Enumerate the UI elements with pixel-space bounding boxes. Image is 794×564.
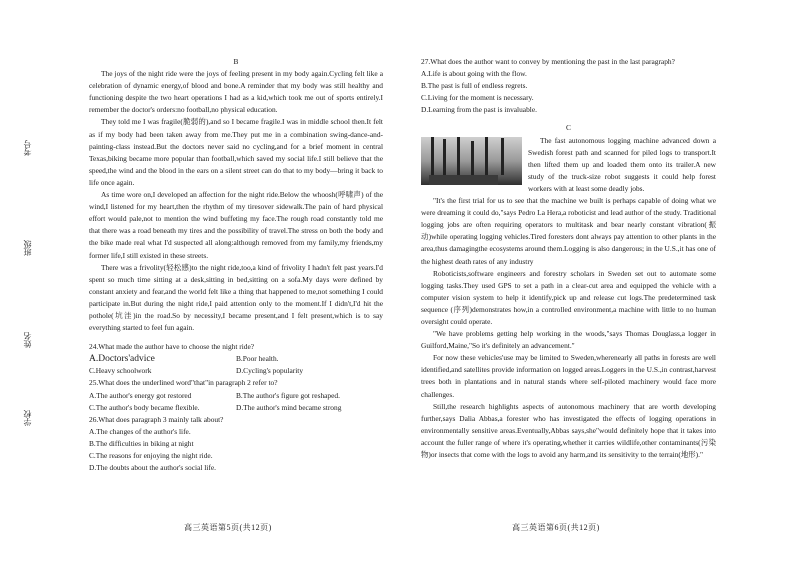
option: A.The author's energy got restored xyxy=(89,390,192,400)
passage-b-paragraph: The joys of the night ride were the joys of feeling present in my body again.Cycling felt like a celebration of dynamic energy,of blood and bone.A reminder that my body was still healthy and functioning despite the two heart operations I had as a kid,which took me out of sports entirely.I remember the doctor's orders:no football,no physical education. xyxy=(89,69,383,115)
option: B.The author's figure got reshaped. xyxy=(236,390,340,400)
option: D.The doubts about the author's social life. xyxy=(89,463,216,473)
question-27: 27.What does the author want to convey by mentioning the past in the last paragraph? xyxy=(421,57,675,66)
option: C.Heavy schoolwork xyxy=(89,366,152,376)
option: C.Living for the moment is necessary. xyxy=(421,93,534,103)
forest-logging-machine-photo xyxy=(421,137,522,185)
page-footer-right: 高三英语第6页(共12页) xyxy=(512,523,600,532)
question-25-options-row1 xyxy=(89,390,383,402)
side-label-class: 班级 xyxy=(23,240,32,256)
passage-c-paragraph: "It's the first trial for us to see that the machine we built is perhaps capable of doing what we were dreaming it could do,"says Pedro La Hera,a roboticist and lead author of the study. Traditional logging jobs are often requiring operators to multitask and bear nearly constant vibration(振动)while operating logging vehicles.Tired foresters dont always pay attention to other plants in the area,thus damagingthe ecosystems around them.Logging is also dangerous; in the U.S.,it has one of the highest death rates of any industry xyxy=(421,196,716,266)
passage-c-paragraph: "We have problems getting help working in the woods,"says Thomas Douglass,a logger in Guilford,Maine,"So it's definitely an advancement." xyxy=(421,329,716,351)
question-26: 26.What does paragraph 3 mainly talk about? xyxy=(89,414,224,424)
question-24-options-row1 xyxy=(89,353,383,365)
option: C.The author's body became flexible. xyxy=(89,402,200,412)
section-heading-b: B xyxy=(233,57,239,66)
option: D.Learning from the past is invaluable. xyxy=(421,105,537,115)
passage-c-paragraph: For now these vehicles'use may be limited to Sweden,wherenearly all paths in forests are well identified,and satellites provide information on logged areas.Loggers in the U.S.,in contrast,harvest trees both in plantations and in natural stands where self-piloted machinery would face more challenges. xyxy=(421,353,716,399)
option: B.The past is full of endless regrets. xyxy=(421,81,528,91)
option: A.The changes of the author's life. xyxy=(89,426,191,436)
passage-b-paragraph: They told me I was fragile(脆弱的),and so I became fragile.I was in middle school then.It felt as if my body had been taken away from me.They put me in a combination swing-dance-and-painting-class instead.But the doctors never said no cycling,and for a brief moment in central Texas,biking became more popular than football,which saved my social life.I still believe that the speed,the wind and the blood in the ears on a silent street can do that to my body—bring it back to life once again. xyxy=(89,117,383,187)
section-heading-c: C xyxy=(566,123,571,133)
page-footer-left: 高三英语第5页(共12页) xyxy=(184,523,272,532)
side-label-name: 姓名 xyxy=(23,332,32,348)
passage-c-intro: The fast autonomous logging machine advanced down a Swedish forest path and scanned for piled logs to transport.It then lifted them up and loaded them onto its trailer.A new study of the truck-size robot suggests it could help forest workers with at least some deadly jobs. xyxy=(528,135,716,193)
option: B.Poor health. xyxy=(236,354,279,364)
side-label-exam-number: 考号 xyxy=(23,140,32,156)
option: C.The reasons for enjoying the night ride. xyxy=(89,451,213,460)
option: A.Doctors'advice xyxy=(89,354,155,365)
option: D.The author's mind became strong xyxy=(236,402,342,412)
passage-b-paragraph: There was a frivolity(轻松感)to the night ride,too,a kind of frivolity I hadn't felt past years.I'd spent so much time sitting at a desk,sitting in bed,sitting on a sofa.My days were defined by constant anxiety and fear,and the world felt like a thing that happened to me,not something I could participate in.But during the night ride,I paid attention only to the moment.If I didn't,I'd hit the pothole(坑洼)in the road.So by necessity,I became present,and I felt present,which is to say everything started to feel fun again. xyxy=(89,262,383,333)
question-24: 24.What made the author have to choose the night ride? xyxy=(89,342,255,352)
passage-b-paragraph: As time wore on,I developed an affection for the night ride.Below the whoosh(呼啸声) of the wind,I listened for my heart,then the rhythm of my tiresover sidewalk.The pain of hard physical effort would pale,not to mention the wind buffeting my face.The rough road constantly told me that there was a road beneath my tires and the possibility of travel.The stress on both the body and the bike made real what I'd suspected all along:although removed from my family,my friends,my former life,I still existed in these streets. xyxy=(89,190,383,260)
option: A.Life is about going with the flow. xyxy=(421,69,527,79)
left-column xyxy=(89,56,383,474)
option: B.The difficulties in biking at night xyxy=(89,438,194,448)
option: D.Cycling's popularity xyxy=(236,366,304,376)
side-label-school: 学校 xyxy=(23,410,32,426)
question-25-options-row2 xyxy=(89,402,383,414)
right-column xyxy=(421,56,716,461)
passage-c-paragraph: Roboticists,software engineers and forestry scholars in Sweden set out to automate some logging tasks.They used GPS to set a path in a clear-cut area and equipped the vehicle with a computer vision system to help it identify,pick up and release cut logs.The predetermined task sequence (序列)demonstrates how,in a controlled environment,a machine with little to no human oversight could operate. xyxy=(421,268,716,326)
question-25: 25.What does the underlined word"that"in paragraph 2 refer to? xyxy=(89,378,278,388)
passage-c-paragraph: Still,the research highlights aspects of autonomous machinery that are worth developing further,says Dalia Abbas,a forester who has investigated the effects of logging operations in environmentally sensitive areas.Eventually,Abbas says,she"would definitely hope that it takes into account the fuller range of where it's operating,whether it carries wildlife,other contaminants(污染物)or insects that come with the logs to avoid any harm,and its sensitivity to the terrain(地形)." xyxy=(421,401,716,459)
question-24-options-row2 xyxy=(89,365,383,377)
